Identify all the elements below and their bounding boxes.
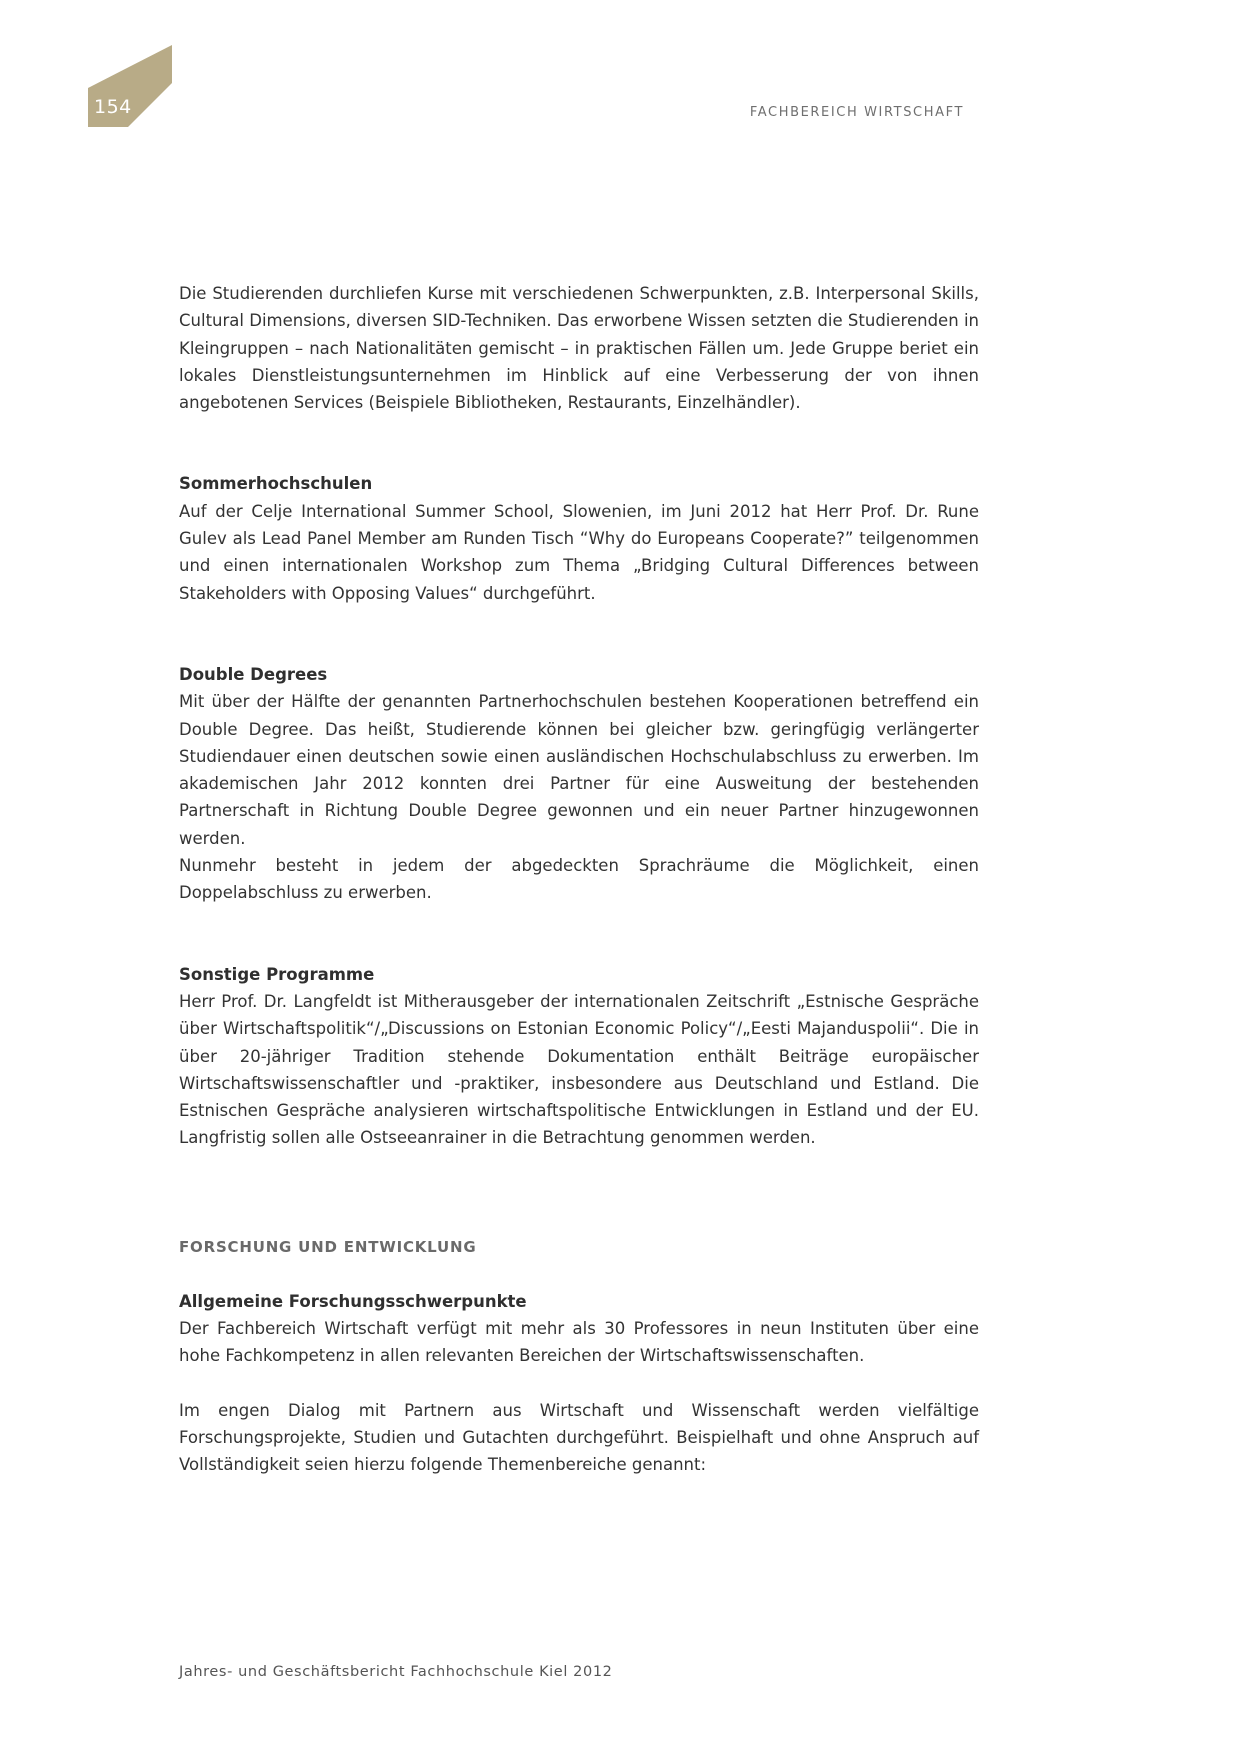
section-sonstige-programme <box>179 961 979 1152</box>
section-sommerhochschulen <box>179 470 979 606</box>
main-content <box>179 280 979 1479</box>
section-title-forschung: FORSCHUNG UND ENTWICKLUNG <box>179 1237 477 1256</box>
section-double-degrees <box>179 661 979 907</box>
heading-double-degrees: Double Degrees <box>179 664 328 684</box>
paragraph-sonstige-programme: Herr Prof. Dr. Langfeldt ist Mitherausgeber der internationalen Zeitschrift „Estnische Gespräche über Wirtschaftspolitik“/„Discussions on Estonian Economic Policy“/„Eesti Majanduspolii“. Die in über 20-jähriger Tradition stehende Dokumentation enthält Beiträge europäischer Wirtschaftswissenschaftler und -praktiker, insbesondere aus Deutschland und Estland. Die Estnischen Gespräche analysieren wirtschaftspolitische Entwicklungen in Estland und der EU. Langfristig sollen alle Ostseeanrainer in die Betrachtung genommen werden. <box>179 991 979 1148</box>
heading-sommerhochschulen: Sommerhochschulen <box>179 474 373 494</box>
heading-forschungsschwerpunkte: Allgemeine Forschungsschwerpunkte <box>179 1291 527 1311</box>
paragraph-forschung-2: Im engen Dialog mit Partnern aus Wirtschaft und Wissenschaft werden vielfältige Forschungsprojekte, Studien und Gutachten durchgeführt. Beispielhaft und ohne Anspruch auf Vollständigkeit seien hierzu folgende Themenbereiche genannt: <box>179 1400 979 1475</box>
section-forschung <box>179 1234 979 1479</box>
paragraph-forschung: Der Fachbereich Wirtschaft verfügt mit mehr als 30 Professores in neun Instituten über eine hohe Fachkompetenz in allen relevanten Bereichen der Wirtschaftswissenschaften. <box>179 1319 979 1366</box>
paragraph-double-degrees-2: Nunmehr besteht in jedem der abgedeckten Sprachräume die Möglichkeit, einen Doppelabschluss zu erwerben. <box>179 856 979 903</box>
paragraph-sommerhochschulen: Auf der Celje International Summer School, Slowenien, im Juni 2012 hat Herr Prof. Dr. Rune Gulev als Lead Panel Member am Runden Tisch “Why do Europeans Cooperate?” teilgenommen und einen internationalen Workshop zum Thema „Bridging Cultural Differences between Stakeholders with Opposing Values“ durchgeführt. <box>179 501 979 603</box>
intro-paragraph: Die Studierenden durchliefen Kurse mit verschiedenen Schwerpunkten, z.B. Interpersonal Skills, Cultural Dimensions, diversen SID-Techniken. Das erworbene Wissen setzten die Studierenden in Kleingruppen – nach Nationalitäten gemischt – in praktischen Fällen um. Jede Gruppe beriet ein lokales Dienstleistungsunternehmen im Hinblick auf eine Verbesserung der von ihnen angebotenen Services (Beispiele Bibliotheken, Restaurants, Einzelhändler). <box>179 284 979 413</box>
page-number: 154 <box>94 96 132 118</box>
paragraph-double-degrees: Mit über der Hälfte der genannten Partnerhochschulen bestehen Kooperationen betreffend ein Double Degree. Das heißt, Studierende können bei gleicher bzw. geringfügig verlängerter Studiendauer einen deutschen sowie einen ausländischen Hochschulabschluss zu erwerben. Im akademischen Jahr 2012 konnten drei Partner für eine Ausweitung der bestehenden Partnerschaft in Richtung Double Degree gewonnen und ein neuer Partner hinzugewonnen werden. <box>179 692 979 848</box>
page-number-badge <box>0 0 180 130</box>
running-header: FACHBEREICH WIRTSCHAFT <box>749 105 964 120</box>
heading-sonstige-programme: Sonstige Programme <box>179 964 375 984</box>
page-footer: Jahres- und Geschäftsbericht Fachhochschule Kiel 2012 <box>179 1664 613 1680</box>
